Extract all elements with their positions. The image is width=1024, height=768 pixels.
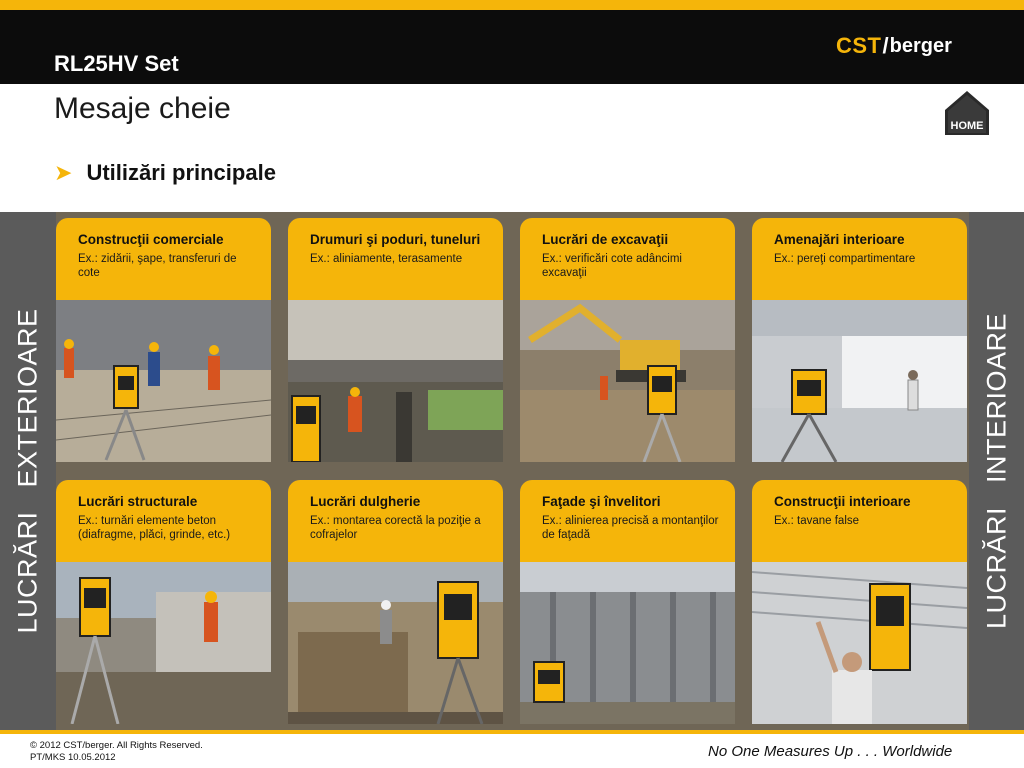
card-label (288, 218, 503, 300)
interior-room-photo (752, 300, 967, 462)
document-code: PT/MKS 10.05.2012 (30, 752, 116, 763)
card-title: Lucrări de excavaţii (542, 232, 669, 247)
card-description: Ex.: verificări cote adâncimi excavaţii (542, 253, 682, 279)
home-button[interactable] (943, 90, 991, 136)
concrete-pour-photo (56, 562, 271, 724)
brand-logo-slash: / (882, 33, 889, 58)
product-title: RL25HV Set (54, 51, 179, 76)
card-structural-works (56, 476, 271, 724)
card-title: Lucrări dulgherie (310, 494, 421, 509)
home-label: HOME (950, 120, 984, 132)
card-description: Ex.: alinierea precisă a montanţilor de faţadă (542, 515, 719, 541)
card-interior-construction (752, 476, 967, 724)
card-label (288, 480, 503, 562)
sidebar-exterior-label: LUCRĂRI EXTERIOARE (12, 308, 43, 634)
card-label (520, 218, 735, 300)
bridge-photo (288, 300, 503, 462)
construction-site-photo (56, 300, 271, 462)
card-description: Ex.: montarea corectă la poziţie a cofrajelor (310, 515, 481, 541)
footer-slogan: No One Measures Up . . . Worldwide (708, 743, 953, 760)
sidebar-interior (969, 212, 1024, 730)
card-roads-bridges (288, 214, 503, 462)
card-title: Amenajări interioare (774, 232, 905, 247)
copyright-text: © 2012 CST/berger. All Rights Reserved. (30, 740, 203, 751)
excavator-photo (520, 300, 735, 462)
card-label (520, 480, 735, 562)
arrow-right-icon: ➤ (54, 160, 73, 186)
card-description: Ex.: aliniamente, terasamente (310, 253, 463, 265)
card-excavations (520, 214, 735, 462)
card-title: Construcţii interioare (774, 494, 911, 509)
card-interior-fitting (752, 214, 967, 462)
top-accent-stripe (0, 0, 1024, 10)
section-heading-text: Utilizări principale (86, 160, 276, 185)
card-title: Faţade şi învelitori (542, 494, 661, 509)
facade-photo (520, 562, 735, 724)
card-description: Ex.: pereţi compartimentare (774, 253, 916, 265)
card-description: Ex.: zidării, şape, transferuri de cote (78, 253, 237, 279)
footer (0, 734, 1024, 768)
card-carpentry (288, 476, 503, 724)
card-title: Drumuri şi poduri, tuneluri (310, 232, 481, 247)
section-heading (54, 160, 276, 186)
card-title: Construcţii comerciale (78, 232, 224, 247)
ceiling-photo (752, 562, 967, 724)
usage-grid (56, 212, 969, 730)
footer-copyright (30, 740, 203, 764)
header-bar (0, 10, 1024, 84)
card-label (752, 218, 967, 300)
sidebar-exterior (0, 212, 56, 730)
card-description: Ex.: tavane false (774, 515, 860, 527)
formwork-photo (288, 562, 503, 724)
card-label (56, 480, 271, 562)
brand-logo-cst: CST (836, 33, 882, 58)
card-facades-roofing (520, 476, 735, 724)
sidebar-interior-label: LUCRĂRI INTERIOARE (981, 312, 1012, 630)
card-label (752, 480, 967, 562)
brand-logo (836, 34, 952, 58)
brand-logo-berger: berger (889, 34, 952, 57)
card-label (56, 218, 271, 300)
card-title: Lucrări structurale (78, 494, 198, 509)
card-description: Ex.: turnări elemente beton (diafragme, plăci, grinde, etc.) (78, 515, 231, 541)
page-title: Mesaje cheie (54, 92, 231, 125)
card-commercial-construction (56, 214, 271, 462)
